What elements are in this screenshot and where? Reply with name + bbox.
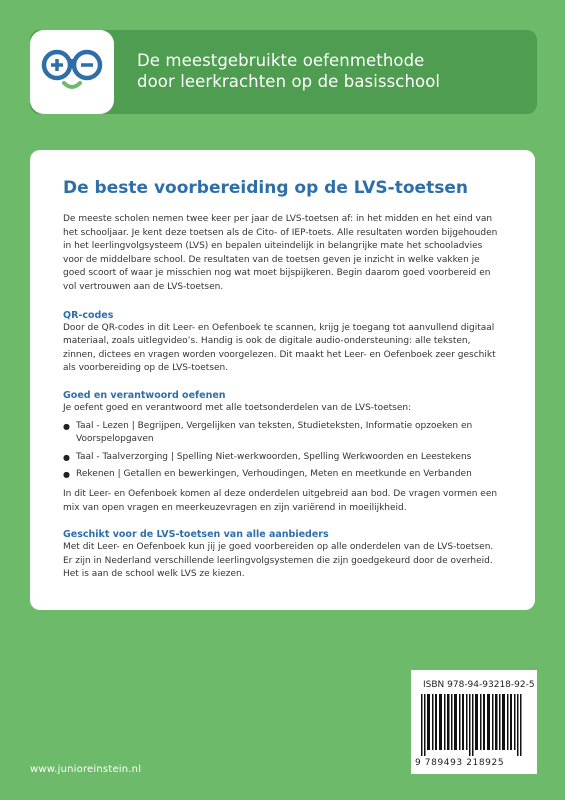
plus-minus-face-icon <box>40 47 104 97</box>
list-item: ● Taal - Lezen | Begrijpen, Vergelijken van teksten, Studieteksten, Informatie opzoeken en Voorspelopgaven <box>63 420 503 447</box>
section-heading-aanbieders: Geschikt voor de LVS-toetsen van alle aanbieders <box>63 529 329 541</box>
content-card <box>30 150 535 610</box>
list-item: ● Taal - Taalverzorging | Spelling Niet-werkwoorden, Spelling Werkwoorden en Leestekens <box>63 451 503 465</box>
barcode-box <box>411 670 537 774</box>
list-item: ● Rekenen | Getallen en bewerkingen, Verhoudingen, Meten en meetkunde en Verbanden <box>63 468 503 482</box>
section-after-oefenen: In dit Leer- en Oefenboek komen al deze onderdelen uitgebreid aan bod. De vragen vormen een mix van open vragen en meerkeuzevragen en zijn variërend in moeilijkheid. <box>63 488 498 513</box>
section-heading-oefenen: Goed en verantwoord oefenen <box>63 389 226 401</box>
tagline-line-2: door leerkrachten op de basisschool <box>137 72 441 91</box>
toetsonderdelen-list <box>63 420 503 482</box>
section-text-oefenen: Je oefent goed en verantwoord met alle toetsonderdelen van de LVS-toetsen: <box>63 402 412 413</box>
barcode-icon <box>421 694 527 756</box>
section-text-aanbieders: Met dit Leer- en Oefenboek kun jij je goed voorbereiden op alle onderdelen van de LVS-toetsen. Er zijn in Nederland verschillende leerlingvolgsystemen die zijn goedgekeurd door de overheid. Het is aan de school welk LVS ze kiezen. <box>63 542 494 580</box>
section-text-qr: Door de QR-codes in dit Leer- en Oefenboek te scannen, krijg je toegang tot aanvullend digitaal materiaal, zoals uitlegvideo’s. Handig is ook de digitale audio-ondersteuning: alle teksten, zinnen, dictees en vragen worden voorgelezen. Dit maakt het Leer- en Oefenboek zeer geschikt als voorbereiding op de LVS-toetsen. <box>63 322 496 374</box>
tagline-line-1: De meestgebruikte oefenmethode <box>137 51 425 70</box>
logo <box>30 30 114 114</box>
isbn-text: ISBN 978-94-93218-92-5 <box>423 680 535 690</box>
section-heading-qr: QR-codes <box>63 309 114 321</box>
intro-paragraph: De meeste scholen nemen twee keer per jaar de LVS-toetsen af: in het midden en het eind van het schooljaar. Je kent deze toetsen als de Cito- of IEP-toets. Alle resultaten worden bijgehouden in het leerlingvolgsysteem (LVS) en bepalen uiteindelijk in belangrijke mate het schooladvies voor de middelbare school. De resultaten van de toetsen geven je inzicht in welke vakken je goed scoort of waar je misschien nog wat moet bijspijkeren. Begin daarom goed voorbereid en vol vertrouwen aan de LVS-toetsen. <box>63 214 498 292</box>
header-tagline <box>137 50 527 92</box>
barcode-digits: 9 789493 218925 <box>415 758 505 768</box>
card-title: De beste voorbereiding op de LVS-toetsen <box>63 178 468 198</box>
website-url[interactable]: www.junioreinstein.nl <box>30 764 142 775</box>
